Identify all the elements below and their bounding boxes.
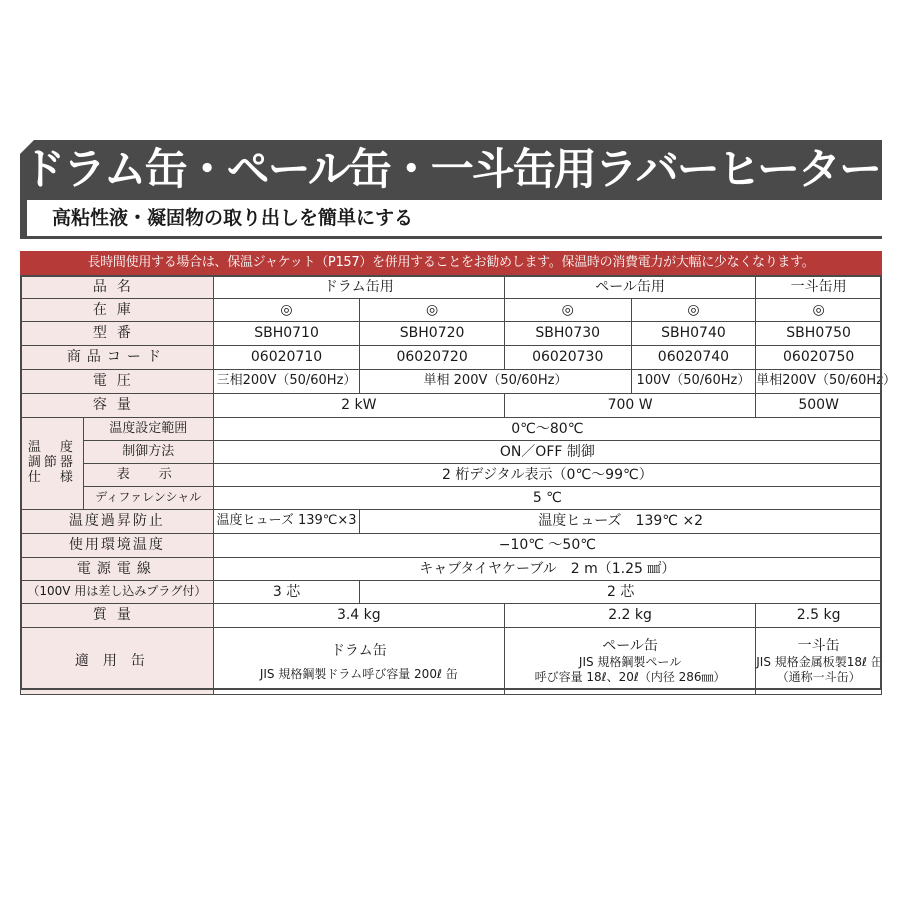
display-value: 2 桁デジタル表示（0℃～99℃） bbox=[213, 464, 881, 487]
table-row bbox=[21, 346, 882, 370]
can-desc: 呼び容量 18ℓ、20ℓ（内径 286㎜） bbox=[534, 670, 726, 684]
table-row bbox=[21, 299, 882, 322]
subtitle: 高粘性液・凝固物の取り出しを簡単にする bbox=[52, 207, 414, 229]
code-cell: 06020710 bbox=[213, 346, 360, 370]
group-itto: 一斗缶用 bbox=[756, 276, 882, 299]
notice-banner: 長時間使用する場合は、保温ジャケット（P157）を併用することをお勧めします。保温時の消費電力が大幅に少なくなります。 bbox=[20, 251, 882, 275]
env-temp-value: −10℃ ～50℃ bbox=[213, 534, 881, 558]
control-method-value: ON／OFF 制御 bbox=[213, 441, 881, 464]
group-pail: ペール缶用 bbox=[504, 276, 755, 299]
subtitle-rule bbox=[20, 236, 882, 239]
temp-range-value: 0℃～80℃ bbox=[213, 418, 881, 441]
capacity-cell: 700 W bbox=[504, 394, 755, 418]
group-drum: ドラム缶用 bbox=[213, 276, 504, 299]
label-env-temp: 使用環境温度 bbox=[21, 534, 214, 558]
can-cell-itto bbox=[756, 628, 882, 695]
label-stock: 在庫 bbox=[21, 299, 214, 322]
label-voltage: 電圧 bbox=[21, 370, 214, 394]
label-controller-spec bbox=[21, 418, 84, 510]
voltage-cell: 三相200V（50/60Hz） bbox=[213, 370, 360, 394]
table-row bbox=[21, 558, 882, 581]
table-row bbox=[21, 487, 882, 510]
label-power-cable-note: （100V 用は差し込みプラグ付） bbox=[21, 581, 214, 604]
can-desc: JIS 規格鋼製ペール bbox=[578, 655, 682, 669]
controller-line: 仕 様 bbox=[27, 469, 76, 485]
stock-mark: ◎ bbox=[756, 299, 882, 322]
controller-line: 温 度 bbox=[27, 440, 76, 456]
can-name: ペール缶 bbox=[602, 638, 658, 654]
can-desc: JIS 規格鋼製ドラム呼び容量 200ℓ 缶 bbox=[259, 666, 458, 681]
can-name: ドラム缶 bbox=[330, 642, 387, 659]
table-row bbox=[21, 534, 882, 558]
label-model: 型番 bbox=[21, 322, 214, 346]
stock-mark: ◎ bbox=[504, 299, 631, 322]
model-cell: SBH0750 bbox=[756, 322, 882, 346]
model-cell: SBH0740 bbox=[631, 322, 756, 346]
table-row bbox=[21, 441, 882, 464]
code-cell: 06020740 bbox=[631, 346, 756, 370]
table-row bbox=[21, 370, 882, 394]
model-cell: SBH0710 bbox=[213, 322, 360, 346]
weight-cell: 2.5 kg bbox=[756, 604, 882, 628]
label-temp-range: 温度設定範囲 bbox=[83, 418, 213, 441]
model-cell: SBH0730 bbox=[504, 322, 631, 346]
table-row bbox=[21, 628, 882, 695]
controller-line: 調節器 bbox=[27, 455, 76, 471]
can-cell-pail bbox=[504, 628, 755, 695]
label-capacity: 容量 bbox=[21, 394, 214, 418]
label-overheat: 温度過昇防止 bbox=[21, 510, 214, 534]
stock-mark: ◎ bbox=[360, 299, 505, 322]
table-row bbox=[21, 276, 882, 299]
can-name: 一斗缶 bbox=[797, 638, 840, 654]
can-desc: （通称一斗缶） bbox=[776, 670, 861, 684]
table-row bbox=[21, 464, 882, 487]
capacity-cell: 2 kW bbox=[213, 394, 504, 418]
label-product-name: 品名 bbox=[21, 276, 214, 299]
can-desc: JIS 規格金属板製18ℓ 缶 bbox=[756, 655, 883, 669]
table-row bbox=[21, 418, 882, 441]
voltage-cell: 単相200V（50/60Hz） bbox=[756, 370, 882, 394]
spec-table bbox=[20, 275, 897, 695]
code-cell: 06020730 bbox=[504, 346, 631, 370]
overheat-cell: 温度ヒューズ 139℃ ×2 bbox=[360, 510, 882, 534]
capacity-cell: 500W bbox=[756, 394, 882, 418]
label-differential: ディファレンシャル bbox=[83, 487, 213, 510]
differential-value: 5 ℃ bbox=[213, 487, 881, 510]
table-row bbox=[21, 394, 882, 418]
label-applicable-can: 適用缶 bbox=[21, 628, 214, 695]
label-control-method: 制御方法 bbox=[83, 441, 213, 464]
cores-cell: 2 芯 bbox=[360, 581, 882, 604]
stock-mark: ◎ bbox=[631, 299, 756, 322]
stock-mark: ◎ bbox=[213, 299, 360, 322]
table-row bbox=[21, 581, 882, 604]
cores-cell: 3 芯 bbox=[213, 581, 360, 604]
cable-value: キャブタイヤケーブル 2 m（1.25 ㎟） bbox=[213, 558, 881, 581]
voltage-cell: 単相 200V（50/60Hz） bbox=[360, 370, 631, 394]
code-cell: 06020750 bbox=[756, 346, 882, 370]
can-cell-drum bbox=[213, 628, 504, 695]
overheat-cell: 温度ヒューズ 139℃×3 bbox=[213, 510, 360, 534]
model-cell: SBH0720 bbox=[360, 322, 505, 346]
page-title: ドラム缶・ペール缶・一斗缶用ラバーヒーター bbox=[22, 145, 880, 195]
label-display: 表 示 bbox=[83, 464, 213, 487]
voltage-cell: 100V（50/60Hz） bbox=[631, 370, 756, 394]
code-cell: 06020720 bbox=[360, 346, 505, 370]
table-row bbox=[21, 322, 882, 346]
label-product-code: 商品コード bbox=[21, 346, 214, 370]
table-row bbox=[21, 604, 882, 628]
label-power-cable: 電源電線 bbox=[21, 558, 214, 581]
weight-cell: 2.2 kg bbox=[504, 604, 755, 628]
label-weight: 質量 bbox=[21, 604, 214, 628]
weight-cell: 3.4 kg bbox=[213, 604, 504, 628]
table-row bbox=[21, 510, 882, 534]
